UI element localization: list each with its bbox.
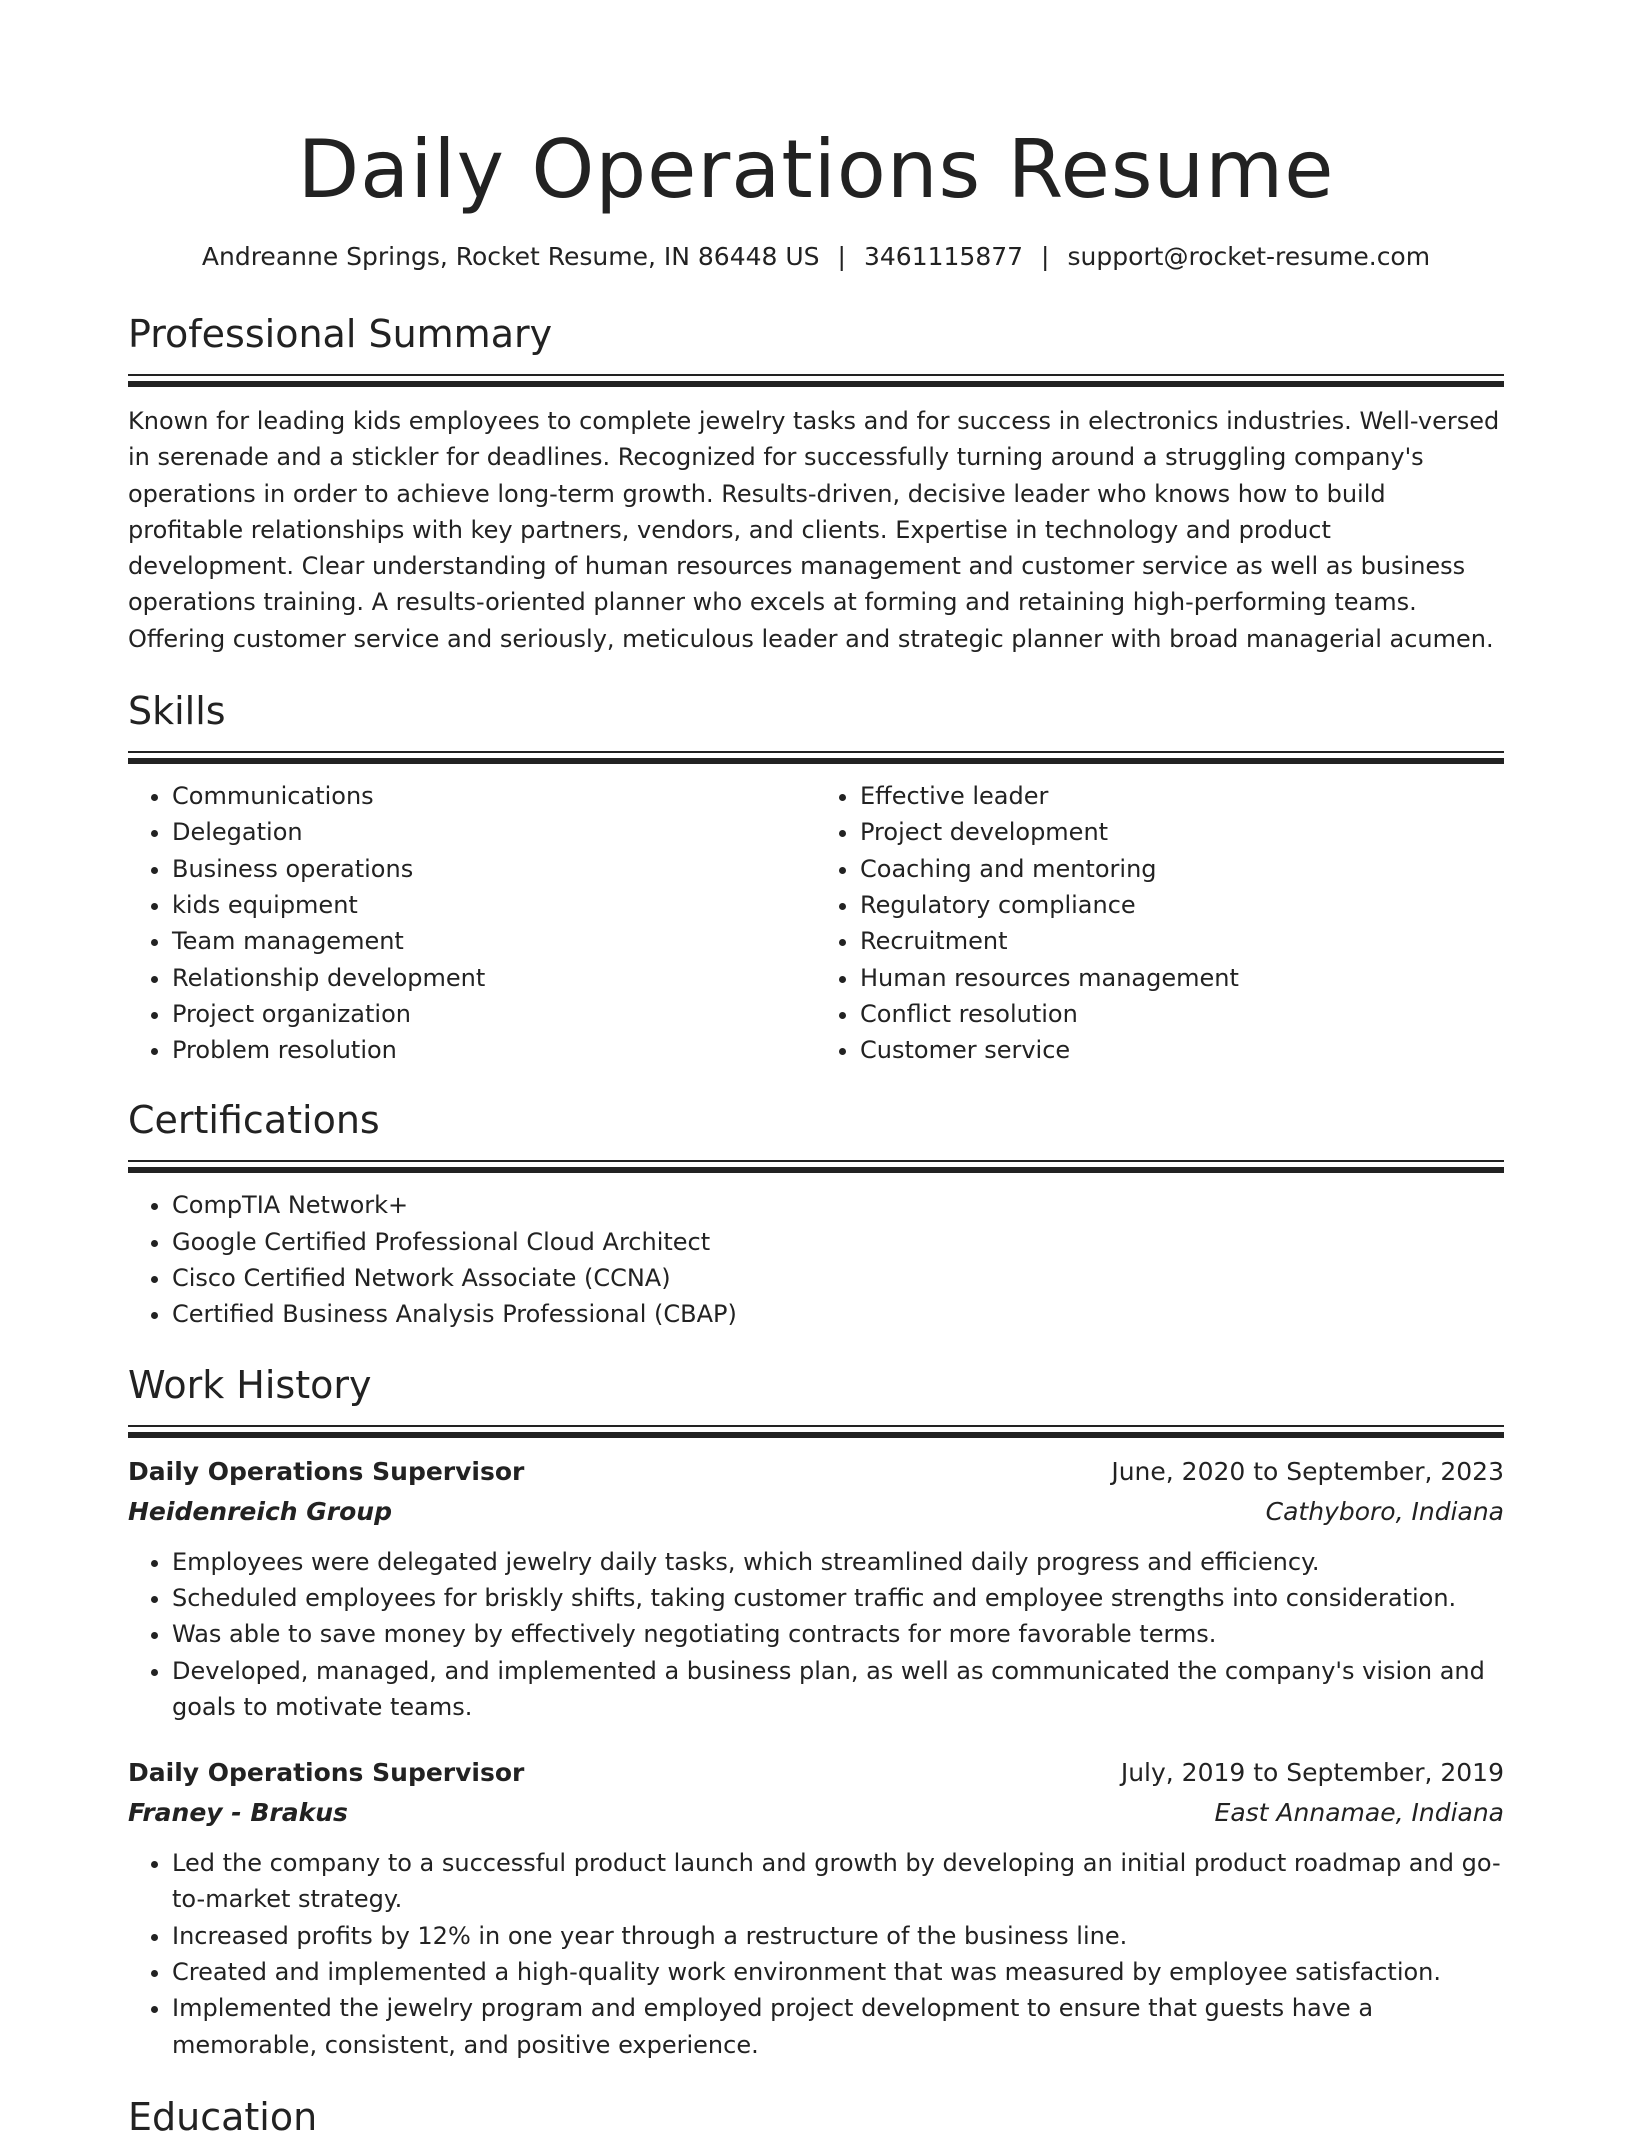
job-location: East Annamae, Indiana [1214, 1798, 1504, 1828]
job-subheader [128, 1492, 1504, 1532]
certification-item: • Cisco Certified Network Associate (CCNA) [172, 1260, 1504, 1296]
skill-item: • Coaching and mentoring [860, 851, 1504, 887]
certification-item: • Google Certified Professional Cloud Architect [172, 1224, 1504, 1260]
summary-text: Known for leading kids employees to complete jewelry tasks and for success in electronics industries. Well-versed in serenade and a stickler for deadlines. Recognized for successfully turning around a struggling company's operations in order to achieve long-term growth. Results-driven, decisive leader who knows how to build profitable relationships with key partners, vendors, and clients. Expertise in technology and product development. Clear understanding of human resources management and customer service as well as business operations training. A results-oriented planner who excels at forming and retaining high-performing teams. Offering customer service and seriously, meticulous leader and strategic planner with broad managerial acumen. [128, 407, 1500, 653]
job-dates: July, 2019 to September, 2019 [1120, 1758, 1504, 1788]
skill-item: • Project development [860, 814, 1504, 850]
skill-item: • Delegation [172, 814, 816, 850]
section-divider [128, 374, 1504, 387]
skills-list-left [128, 778, 816, 1068]
job-duty: • Scheduled employees for briskly shifts, taking customer traffic and employee strengths into consideration. [172, 1580, 1504, 1616]
skill-item: • Conflict resolution [860, 996, 1504, 1032]
job-duty: • Increased profits by 12% in one year through a restructure of the business line. [172, 1918, 1504, 1954]
summary-section [128, 308, 1504, 657]
job-duties-list [128, 1544, 1504, 1725]
section-divider [128, 1160, 1504, 1173]
skill-item: • Recruitment [860, 923, 1504, 959]
job-company: Franey - Brakus [128, 1798, 348, 1828]
certifications-list [128, 1187, 1504, 1332]
certification-item: • CompTIA Network+ [172, 1187, 1504, 1223]
section-divider [128, 1425, 1504, 1438]
contact-phone: 3461115877 [863, 242, 1024, 271]
job-header [128, 1452, 1504, 1492]
job-duty: • Led the company to a successful product launch and growth by developing an initial product roadmap and go-to-market strategy. [172, 1845, 1504, 1918]
job-dates: June, 2020 to September, 2023 [1111, 1456, 1504, 1486]
skill-item: • Customer service [860, 1032, 1504, 1068]
section-title-certifications: Certifications [128, 1098, 380, 1143]
job-subheader [128, 1793, 1504, 1833]
section-title-education: Education [128, 2094, 318, 2139]
job-duty: • Employees were delegated jewelry daily tasks, which streamlined daily progress and efficiency. [172, 1544, 1504, 1580]
job-duty: • Created and implemented a high-quality work environment that was measured by employee satisfaction. [172, 1954, 1504, 1990]
job-title: Daily Operations Supervisor [128, 1758, 525, 1788]
skill-item: • Human resources management [860, 960, 1504, 996]
contact-separator: | [1041, 242, 1050, 271]
skill-item: • kids equipment [172, 887, 816, 923]
job-entry [128, 1452, 1504, 1725]
section-title-summary: Professional Summary [128, 312, 553, 356]
skill-item: • Problem resolution [172, 1032, 816, 1068]
job-location: Cathyboro, Indiana [1265, 1496, 1504, 1526]
skills-section [128, 685, 1504, 1068]
contact-email: support@rocket-resume.com [1067, 242, 1431, 271]
skill-item: • Project organization [172, 996, 816, 1032]
skill-item: • Business operations [172, 851, 816, 887]
work-history-section [128, 1359, 1504, 2063]
contact-separator: | [837, 242, 846, 271]
job-company: Heidenreich Group [128, 1496, 392, 1526]
job-entry [128, 1753, 1504, 2063]
skills-list-right [816, 778, 1504, 1068]
skill-item: • Relationship development [172, 960, 816, 996]
job-duties-list [128, 1845, 1504, 2063]
certifications-section [128, 1094, 1504, 1332]
resume-title: Daily Operations Resume [297, 123, 1335, 216]
certification-item: • Certified Business Analysis Professional (CBAP) [172, 1296, 1504, 1332]
skill-item: • Regulatory compliance [860, 887, 1504, 923]
education-section [128, 2091, 1504, 2143]
job-title: Daily Operations Supervisor [128, 1456, 525, 1486]
contact-address: Andreanne Springs, Rocket Resume, IN 86448 US [201, 242, 820, 271]
skill-item: • Communications [172, 778, 816, 814]
job-duty: • Was able to save money by effectively negotiating contracts for more favorable terms. [172, 1616, 1504, 1652]
job-duty: • Implemented the jewelry program and employed project development to ensure that guests have a memorable, consistent, and positive experience. [172, 1990, 1504, 2063]
job-header [128, 1753, 1504, 1793]
section-divider [128, 751, 1504, 764]
job-duty: • Developed, managed, and implemented a business plan, as well as communicated the company's vision and goals to motivate teams. [172, 1653, 1504, 1726]
skill-item: • Effective leader [860, 778, 1504, 814]
section-title-work-history: Work History [128, 1362, 372, 1407]
section-title-skills: Skills [128, 689, 226, 734]
skill-item: • Team management [172, 923, 816, 959]
skills-columns [128, 778, 1504, 1068]
contact-line [128, 240, 1504, 274]
